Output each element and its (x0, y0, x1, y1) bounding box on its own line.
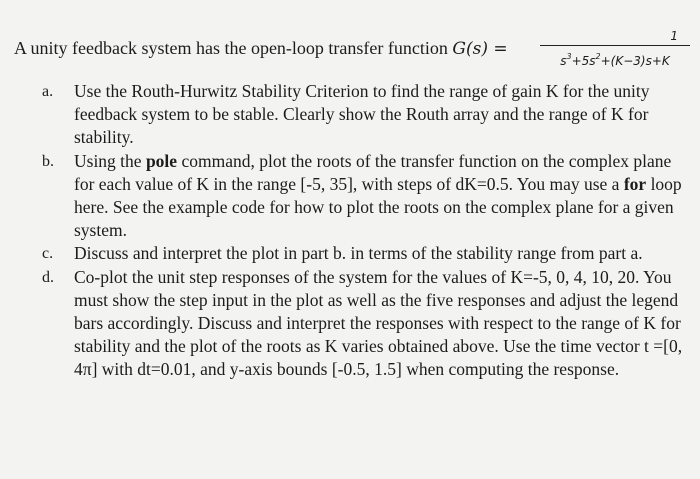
question-list (38, 80, 688, 382)
question-item-b (38, 150, 688, 243)
fraction-numerator: 1 (670, 29, 678, 43)
question-item-d (38, 266, 688, 382)
item-marker: c. (42, 245, 54, 263)
item-text: Use the Routh-Hurwitz Stability Criterion to find the range of gain K for the unity feedback system to be stable. Clearly show the Routh array and the range of K for stability. (74, 81, 650, 148)
question-item-a (38, 80, 688, 150)
item-marker: a. (42, 83, 54, 100)
item-text: Using the pole command, plot the roots of the transfer function on the complex plane for each value of K in the range [-5, 35], with steps of dK=0.5. You may use a for loop here. See the example code for how to plot the roots on the complex plane for a given system. (74, 150, 682, 241)
keyword-for: for (623, 173, 647, 194)
question-item-c (38, 242, 688, 265)
item-text: Discuss and interpret the plot in part b. in terms of the stability range from part a. (74, 243, 643, 264)
transfer-function-fraction (540, 28, 690, 70)
fraction-bar (540, 45, 690, 46)
transfer-function-label: G(s) = (452, 39, 508, 59)
intro-text: A unity feedback system has the open-loop transfer function (14, 38, 448, 58)
item-text: Co-plot the unit step responses of the system for the values of K=-5, 0, 4, 10, 20. You must show the step input in the plot as well as the five responses and adjust the legend bars accordingly. Discuss and interpret the responses with respect to the range of K for stability and the plot of the roots as K varies obtained above. Use the time vector t =[0, 4π] with dt=0.01, and y-axis bounds [-0.5, 1.5] when computing the response. (74, 266, 683, 380)
problem-statement (14, 36, 508, 61)
keyword-pole: pole (145, 150, 178, 171)
item-marker: d. (42, 268, 54, 286)
item-marker: b. (42, 152, 54, 170)
fraction-denominator: $s^3+5s^2+(K-3)s+K$ (560, 52, 670, 68)
